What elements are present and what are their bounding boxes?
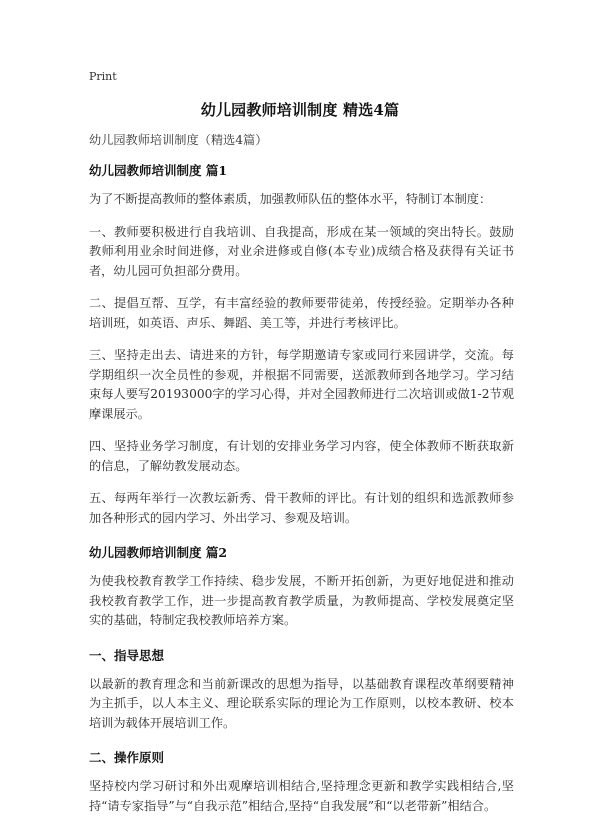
- document-subtitle: 幼儿园教师培训制度（精选4篇）: [89, 133, 268, 147]
- paragraph: 五、每两年举行一次教坛新秀、骨干教师的评比。有计划的组织和选派教师参加各种形式的园内学习、外出学习、参观及培训。: [89, 491, 514, 525]
- paragraph: 二、提倡互帮、互学，有丰富经验的教师要带徒弟，传授经验。定期举办各种培训班，如英语、声乐、舞蹈、美工等，并进行考核评比。: [89, 296, 514, 330]
- paragraph: 以最新的教育理念和当前新课改的思想为指导，以基础教育课程改革纲要精神为主抓手，以人本主义、理论联系实际的理论为工作原则，以校本教研、校本培训为载体开展培训工作。: [89, 676, 514, 730]
- print-label[interactable]: Print: [89, 70, 117, 83]
- section-heading: 幼儿园教师培训制度 篇1: [89, 163, 228, 178]
- paragraph: 四、坚持业务学习制度，有计划的安排业务学习内容，使全体教师不断获取新的信息，了解幼教发展动态。: [89, 439, 514, 473]
- paragraph: 三、坚持走出去、请进来的方针，每学期邀请专家或同行来园讲学，交流。每学期组织一次全员性的参观，并根据不同需要，送派教师到各地学习。学习结束每人要写20193000字的学习心得，并对全园教师进行二次培训或做1-2节观摩课展示。: [89, 348, 514, 421]
- section-heading: 幼儿园教师培训制度 篇2: [89, 545, 228, 560]
- paragraph: 为使我校教育教学工作持续、稳步发展，不断开拓创新，为更好地促进和推动我校教育教学工作，进一步提高教育教学质量，为教师提高、学校发展奠定坚实的基础，特制定我校教师培养方案。: [89, 574, 514, 627]
- page-title: 幼儿园教师培训制度 精选4篇: [200, 101, 400, 119]
- section-heading: 一、指导思想: [89, 647, 165, 663]
- paragraph: 坚持校内学习研讨和外出观摩培训相结合,坚持理念更新和教学实践相结合,坚持“请专家指导”与“自我示范”相结合,坚持“自我发展”和“以老带新”相结合。: [89, 779, 514, 813]
- section-heading: 二、操作原则: [89, 750, 165, 765]
- paragraph: 为了不断提高教师的整体素质，加强教师队伍的整体水平，特制订本制度：: [89, 192, 492, 206]
- paragraph: 一、教师要积极进行自我培训、自我提高，形成在某一领域的突出特长。鼓励教师利用业余时间进修，对业余进修或自修(本专业)成绩合格及获得有关证书者，幼儿园可负担部分费用。: [89, 224, 514, 278]
- document-body: [89, 130, 514, 829]
